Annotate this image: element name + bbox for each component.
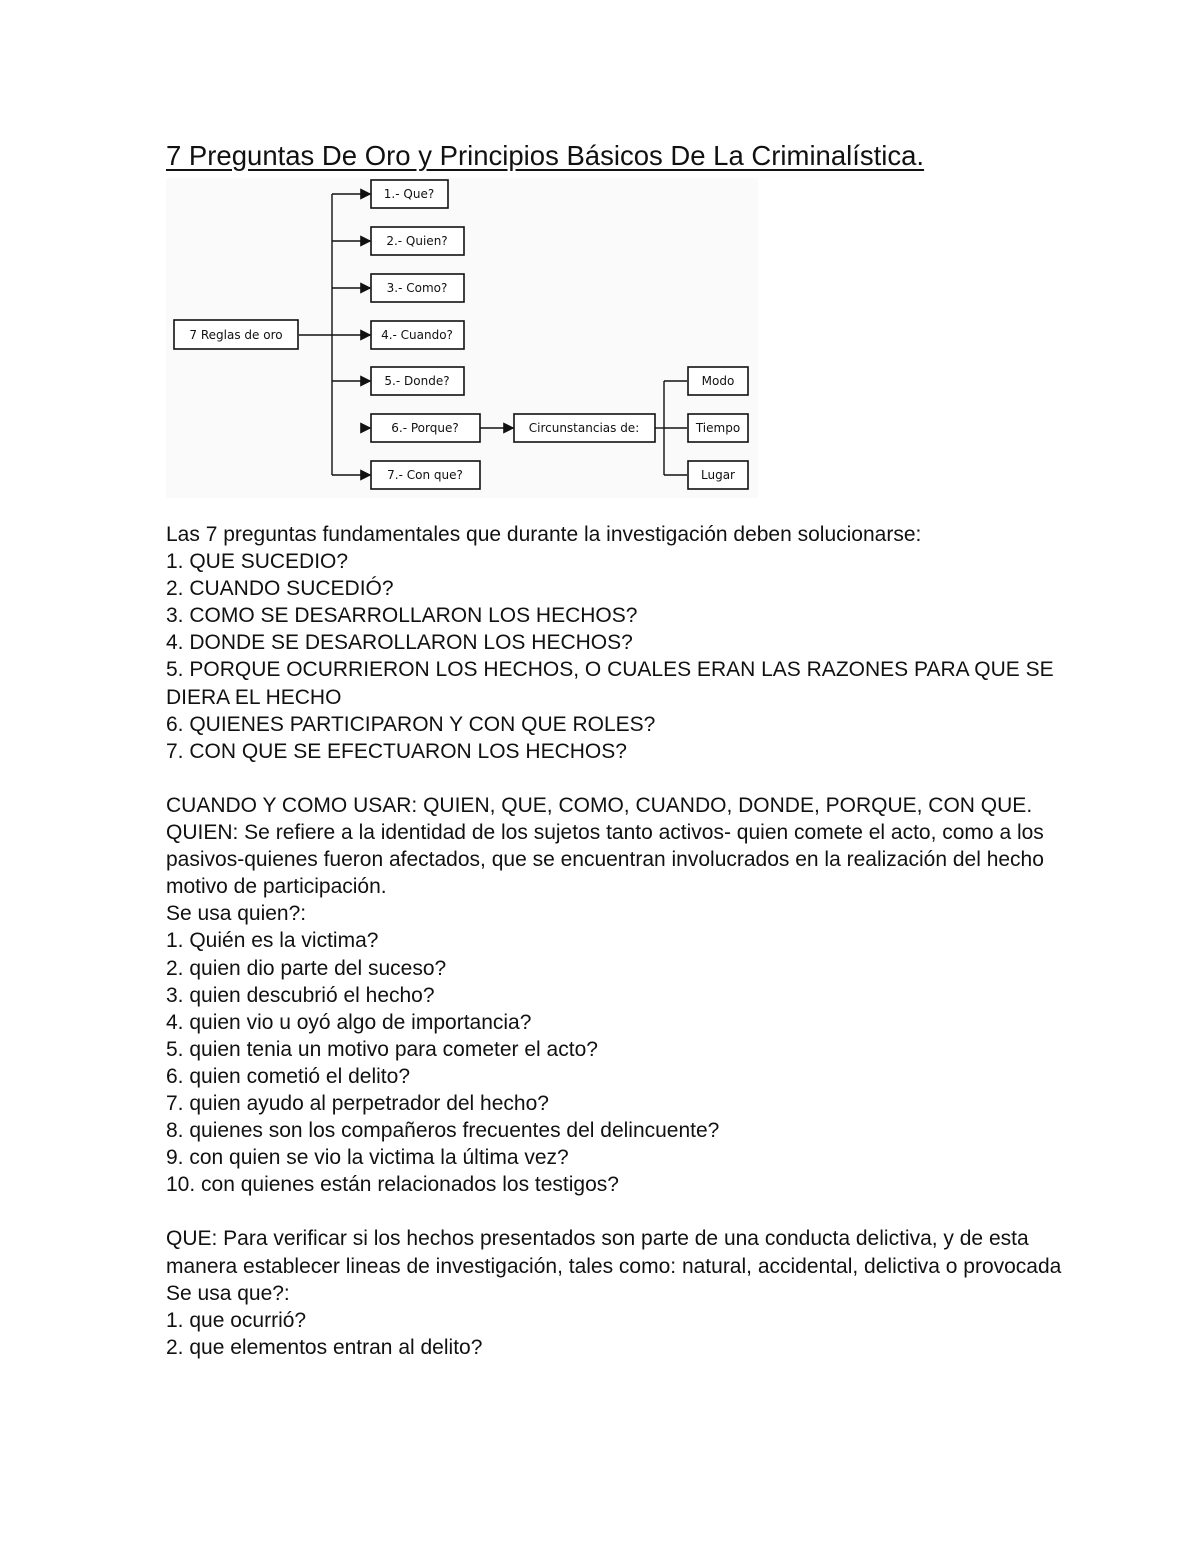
main-question-item: 3. COMO SE DESARROLLARON LOS HECHOS? (166, 604, 638, 628)
quien-item: 10. con quienes están relacionados los testigos? (166, 1173, 619, 1197)
golden-rules-diagram (166, 178, 758, 498)
mode-label: Modo (701, 374, 735, 388)
quien-usage-label: Se usa quien?: (166, 902, 307, 926)
main-question-item: 2. CUANDO SUCEDIÓ? (166, 577, 394, 601)
blank-line (166, 1198, 1066, 1225)
quien-item: 8. quienes son los compañeros frecuentes del delincuente? (166, 1119, 720, 1143)
question-label: 2.- Quien? (386, 234, 448, 248)
usage-heading: CUANDO Y COMO USAR: QUIEN, QUE, COMO, CUANDO, DONDE, PORQUE, CON QUE. (166, 793, 1033, 817)
main-question-item: 1. QUE SUCEDIO? (166, 550, 349, 574)
quien-item: 3. quien descubrió el hecho? (166, 983, 435, 1007)
main-question-item: 4. DONDE SE DESAROLLARON LOS HECHOS? (166, 631, 633, 655)
quien-item: 2. quien dio parte del suceso? (166, 956, 447, 980)
question-label: 3.- Como? (386, 281, 448, 295)
main-question-item: 7. CON QUE SE EFECTUARON LOS HECHOS? (166, 739, 627, 763)
page-title: 7 Preguntas De Oro y Principios Básicos De La Criminalística. (166, 140, 925, 171)
question-label: 5.- Donde? (384, 374, 450, 388)
question-label: 1.- Que? (383, 187, 435, 201)
quien-item: 6. quien cometió el delito? (166, 1064, 410, 1088)
place-label: Lugar (701, 468, 735, 482)
intro-paragraph: Las 7 preguntas fundamentales que durante la investigación deben solucionarse: (166, 523, 922, 546)
document-body (166, 521, 1066, 1361)
root-label: 7 Reglas de oro (189, 328, 283, 342)
que-description: QUE: Para verificar si los hechos presentados son parte de una conducta delictiva, y de esta manera establecer lineas de investigación, tales como: natural, accidental, delictiva o provocada (166, 1227, 1062, 1278)
circumstances-label: Circunstancias de: (528, 421, 640, 435)
quien-description: QUIEN: Se refiere a la identidad de los sujetos tanto activos- quien comete el acto, como a los pasivos-quienes fueron afectados, que se encuentran involucrados en la realización del hecho motivo de participación. (166, 821, 1044, 899)
question-label: 6.- Porque? (391, 421, 459, 435)
quien-item: 9. con quien se vio la victima la última vez? (166, 1146, 569, 1170)
que-item: 1. que ocurrió? (166, 1308, 307, 1332)
main-question-item: 6. QUIENES PARTICIPARON Y CON QUE ROLES? (166, 712, 656, 736)
que-usage-label: Se usa que?: (166, 1281, 290, 1305)
quien-item: 4. quien vio u oyó algo de importancia? (166, 1010, 532, 1034)
time-label: Tiempo (695, 421, 741, 435)
quien-item: 1. Quién es la victima? (166, 929, 379, 953)
que-item: 2. que elementos entran al delito? (166, 1335, 483, 1359)
quien-item: 7. quien ayudo al perpetrador del hecho? (166, 1091, 549, 1115)
blank-line (166, 765, 1066, 792)
main-question-item: 5. PORQUE OCURRIERON LOS HECHOS, O CUALES ERAN LAS RAZONES PARA QUE SE DIERA EL HECHO (166, 658, 1054, 709)
question-label: 7.- Con que? (387, 468, 463, 482)
question-label: 4.- Cuando? (381, 328, 453, 342)
quien-item: 5. quien tenia un motivo para cometer el acto? (166, 1037, 598, 1061)
